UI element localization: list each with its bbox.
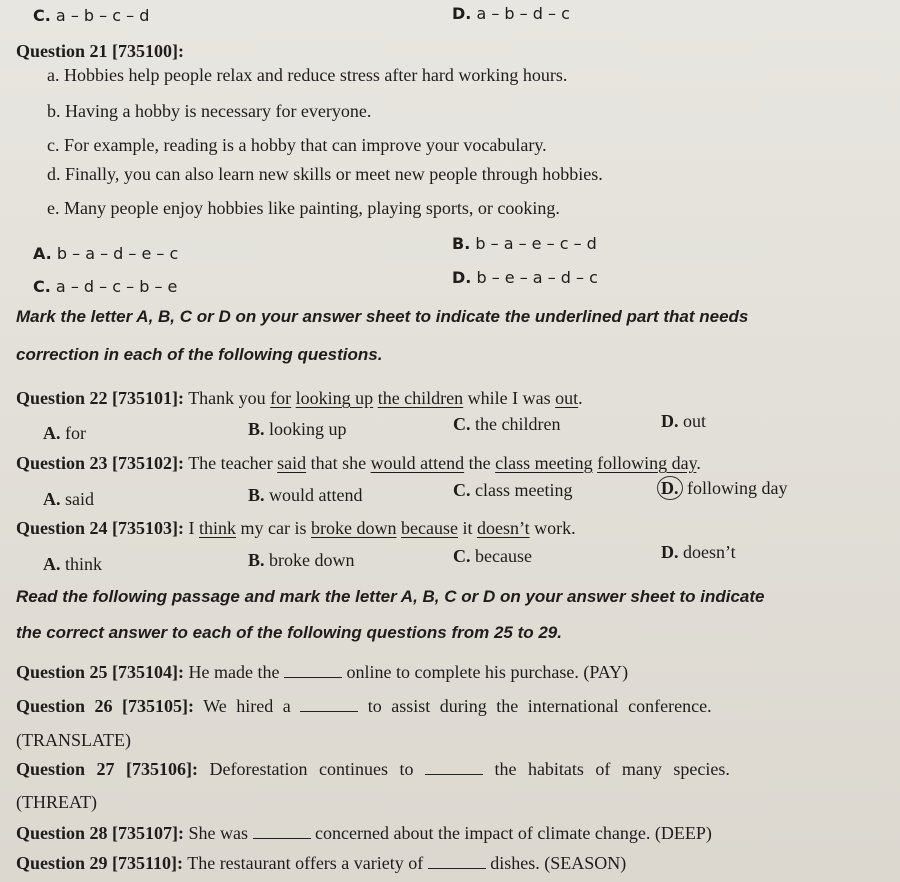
q21-sentence-c: c. For example, reading is a hobby that can improve your vocabulary. [47,135,547,155]
q24-underline-a: think [199,518,237,538]
q22-underline-c: the children [377,388,464,408]
q21-sentence-b: b. Having a hobby is necessary for everyone. [47,101,372,121]
q21-sentence-e: e. Many people enjoy hobbies like painting, playing sports, or cooking. [47,198,560,218]
q23-underline-b: would attend [370,453,465,473]
q24-underline-c: because [400,518,458,538]
instruction-error-id-line2: correction in each of the following questions. [16,345,383,364]
q29-answer-blank[interactable] [428,853,486,869]
selected-answer-circle: D. [657,476,683,500]
q24-option-d[interactable]: D. doesn’t [661,542,736,562]
q22-underline-b: looking up [295,388,374,408]
instruction-error-id-line1: Mark the letter A, B, C or D on your answer sheet to indicate the underlined part that needs [16,307,749,326]
q21-header: Question 21 [735100]: [16,41,184,61]
q24-option-a[interactable]: A. think [43,554,103,574]
q28-stem: Question 28 [735107]: She was concerned about the impact of climate change. (DEEP) [16,823,712,843]
q23-option-d[interactable]: D. following day [661,476,788,500]
q23-stem: Question 23 [735102]: The teacher said that she would attend the class meeting following day. [16,453,701,473]
option-d-prev: D. a – b – d – c [452,4,570,23]
q22-option-b[interactable]: B. looking up [248,419,347,439]
q24-underline-d: doesn’t [476,518,530,538]
q26-word-cue: (TRANSLATE) [16,730,131,750]
q22-option-a[interactable]: A. for [43,423,86,443]
q21-option-d[interactable]: D. b – e – a – d – c [452,268,598,287]
q26-answer-blank[interactable] [300,696,358,712]
q29-stem: Question 29 [735110]: The restaurant offers a variety of dishes. (SEASON) [16,853,627,873]
q23-underline-c: class meeting [495,453,593,473]
q26-stem: Question 26 [735105]: We hired a to assist during the international conference. [16,696,712,716]
q21-option-c[interactable]: C. a – d – c – b – e [33,277,178,296]
q28-answer-blank[interactable] [253,823,311,839]
q21-sentence-d: d. Finally, you can also learn new skills or meet new people through hobbies. [47,164,603,184]
option-c-prev: C. a – b – c – d [33,6,150,25]
q22-option-d[interactable]: D. out [661,411,707,431]
q23-underline-d: following day [597,453,697,473]
q23-underline-a: said [277,453,307,473]
q23-option-a[interactable]: A. said [43,489,94,509]
q22-underline-d: out [555,388,579,408]
q25-answer-blank[interactable] [284,662,342,678]
q21-option-a[interactable]: A. b – a – d – e – c [33,244,179,263]
q21-sentence-a: a. Hobbies help people relax and reduce stress after hard working hours. [47,65,568,85]
q23-option-b[interactable]: B. would attend [248,485,363,505]
q21-option-b[interactable]: B. b – a – e – c – d [452,234,597,253]
q22-option-c[interactable]: C. the children [453,414,561,434]
q27-answer-blank[interactable] [425,759,483,775]
q25-stem: Question 25 [735104]: He made the online to complete his purchase. (PAY) [16,662,629,682]
q27-word-cue: (THREAT) [16,792,97,812]
q24-option-b[interactable]: B. broke down [248,550,355,570]
q24-stem: Question 24 [735103]: I think my car is broke down because it doesn’t work. [16,518,576,538]
instruction-passage-line2: the correct answer to each of the following questions from 25 to 29. [16,623,562,642]
q27-stem: Question 27 [735106]: Deforestation continues to the habitats of many species. [16,759,730,779]
instruction-passage-line1: Read the following passage and mark the letter A, B, C or D on your answer sheet to indicate [16,587,765,606]
q24-underline-b: broke down [311,518,397,538]
q22-underline-a: for [270,388,292,408]
q24-option-c[interactable]: C. because [453,546,532,566]
q22-stem: Question 22 [735101]: Thank you for looking up the children while I was out. [16,388,583,408]
q23-option-c[interactable]: C. class meeting [453,480,573,500]
